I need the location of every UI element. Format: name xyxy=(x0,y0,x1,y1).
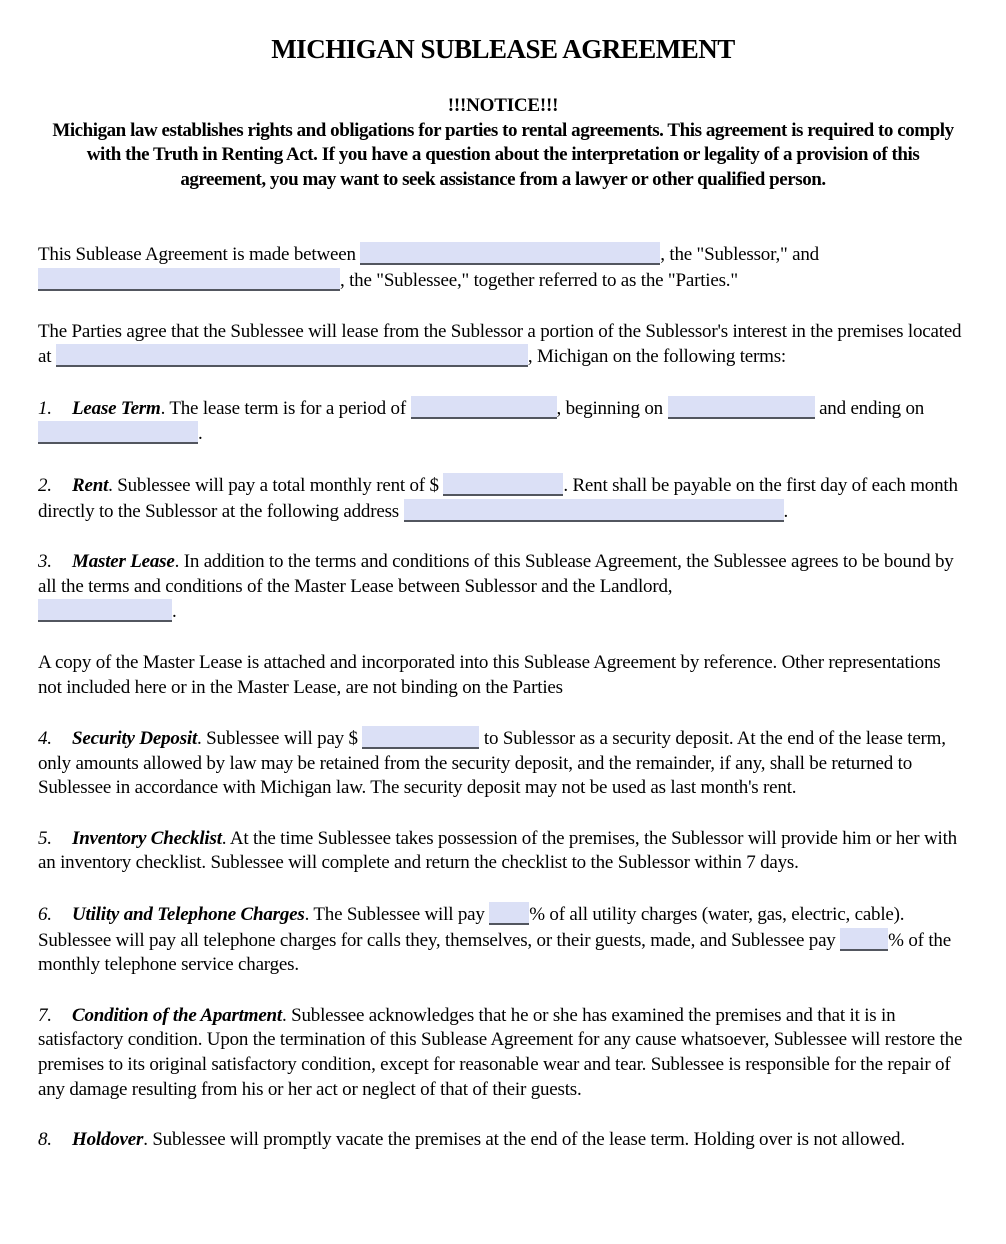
blank-field-sublessor-name[interactable] xyxy=(360,242,660,265)
section-holdover-number: 8. xyxy=(38,1129,52,1151)
blank-field-lease-start-date[interactable] xyxy=(668,396,815,419)
text-run: % of all utility charges (water, gas, electric, cable). Sublessee will pay all telephone charges for calls they, themselves, or their guests, made, and Sublessee pay xyxy=(38,904,905,951)
notice-block xyxy=(38,94,968,192)
notice-body: Michigan law establishes rights and obligations for parties to rental agreements. This agreement is required to comply with the Truth in Renting Act. If you have a question about the interpretation or legality of a provision of this agreement, you may want to seek assistance from a lawyer or other qualified person. xyxy=(52,119,954,190)
section-master-lease-number: 3. xyxy=(38,551,52,573)
section-lease-term xyxy=(38,396,968,447)
section-holdover xyxy=(38,1128,968,1153)
text-run: and ending on xyxy=(814,397,925,419)
text-run: . In addition to the terms and conditions of this Sublease Agreement, the Sublessee agrees to be bound by all the terms and conditions of the Master Lease between Sublessor and the Landlord, xyxy=(38,551,954,597)
text-run: . xyxy=(783,500,789,522)
blank-field-utility-charge-percentage[interactable] xyxy=(489,902,529,925)
master-lease-copy-clause xyxy=(38,651,968,700)
section-utility-telephone-charges-number: 6. xyxy=(38,904,52,926)
blank-field-telephone-charge-percentage[interactable] xyxy=(840,928,888,951)
text-run: . The Sublessee will pay xyxy=(304,904,490,926)
section-condition-of-apartment-heading: Condition of the Apartment xyxy=(72,1004,282,1026)
text-run: . At the time Sublessee takes possession of the premises, the Sublessor will provide him or her with an inventory checklist. Sublessee will complete and return the checklist to the Sublessor within 7 days. xyxy=(38,827,957,874)
section-inventory-checklist xyxy=(38,827,968,876)
blank-field-landlord-name[interactable] xyxy=(38,599,172,622)
section-security-deposit-number: 4. xyxy=(38,728,52,750)
document-title: MICHIGAN SUBLEASE AGREEMENT xyxy=(271,34,735,64)
section-master-lease-heading: Master Lease xyxy=(72,551,175,573)
section-holdover-heading: Holdover xyxy=(72,1129,144,1151)
text-run: , the "Sublessee," together referred to as the "Parties." xyxy=(340,269,738,291)
text-run: , the "Sublessor," and xyxy=(660,244,819,266)
blank-field-security-deposit-amount[interactable] xyxy=(362,726,479,749)
section-inventory-checklist-heading: Inventory Checklist xyxy=(72,827,222,849)
section-security-deposit-heading: Security Deposit xyxy=(72,728,198,750)
text-run: . xyxy=(172,601,177,623)
text-run: . Sublessee will pay a total monthly rent of $ xyxy=(108,474,444,496)
text-run: to Sublessor as a security deposit. At the end of the lease term, only amounts allowed by law may be retained from the security deposit, and the remainder, if any, shall be returned to Sublessee in accordance with Michigan law. The security deposit may not be used as last month's rent. xyxy=(38,728,946,799)
text-run: A copy of the Master Lease is attached and incorporated into this Sublease Agreement by reference. Other representations not included here or in the Master Lease, are not binding on the Parties xyxy=(38,651,941,698)
notice-heading: !!!NOTICE!!! xyxy=(447,95,559,116)
text-run: . Sublessee will promptly vacate the premises at the end of the lease term. Holding over is not allowed. xyxy=(143,1129,905,1151)
text-run: % of the monthly telephone service charges. xyxy=(38,929,951,976)
section-inventory-checklist-number: 5. xyxy=(38,827,52,849)
blank-field-rent-payment-address[interactable] xyxy=(404,499,784,522)
parties-clause xyxy=(38,242,968,293)
document-body xyxy=(38,242,968,1152)
section-rent-number: 2. xyxy=(38,474,52,496)
section-utility-telephone-charges xyxy=(38,902,968,978)
blank-field-lease-end-date[interactable] xyxy=(38,421,198,444)
text-run: . Sublessee acknowledges that he or she has examined the premises and that it is in satisfactory condition. Upon the termination of this Sublease Agreement for any cause whatsoever, Sublessee will restore the premises to its original satisfactory condition, except for reasonable wear and tear. Sublessee is responsible for the repair of any damage resulting from his or her act or neglect of that of their guests. xyxy=(38,1004,963,1100)
text-run: . The lease term is for a period of xyxy=(160,397,411,419)
section-condition-of-apartment xyxy=(38,1004,968,1102)
text-run: The Parties agree that the Sublessee will lease from the Sublessor a portion of the Sublessor's interest in the premises located at xyxy=(38,320,962,368)
section-security-deposit xyxy=(38,726,968,801)
text-run: . Rent shall be payable on the first day of each month directly to the Sublessor at the following address xyxy=(38,474,958,522)
section-lease-term-number: 1. xyxy=(38,397,52,419)
text-run: . xyxy=(198,423,203,445)
text-run: . Sublessee will pay $ xyxy=(197,728,363,750)
premises-clause xyxy=(38,320,968,370)
blank-field-lease-period[interactable] xyxy=(411,396,557,419)
section-condition-of-apartment-number: 7. xyxy=(38,1004,52,1026)
section-rent-heading: Rent xyxy=(72,474,109,496)
blank-field-sublessee-name[interactable] xyxy=(38,268,340,291)
blank-field-premises-address[interactable] xyxy=(56,344,528,367)
text-run: This Sublease Agreement is made between xyxy=(38,244,361,266)
section-master-lease xyxy=(38,550,968,625)
blank-field-monthly-rent-amount[interactable] xyxy=(443,473,563,496)
text-run: , beginning on xyxy=(556,397,668,419)
section-lease-term-heading: Lease Term xyxy=(72,397,161,419)
section-rent xyxy=(38,473,968,524)
section-utility-telephone-charges-heading: Utility and Telephone Charges xyxy=(72,904,305,926)
text-run: , Michigan on the following terms: xyxy=(527,346,786,368)
